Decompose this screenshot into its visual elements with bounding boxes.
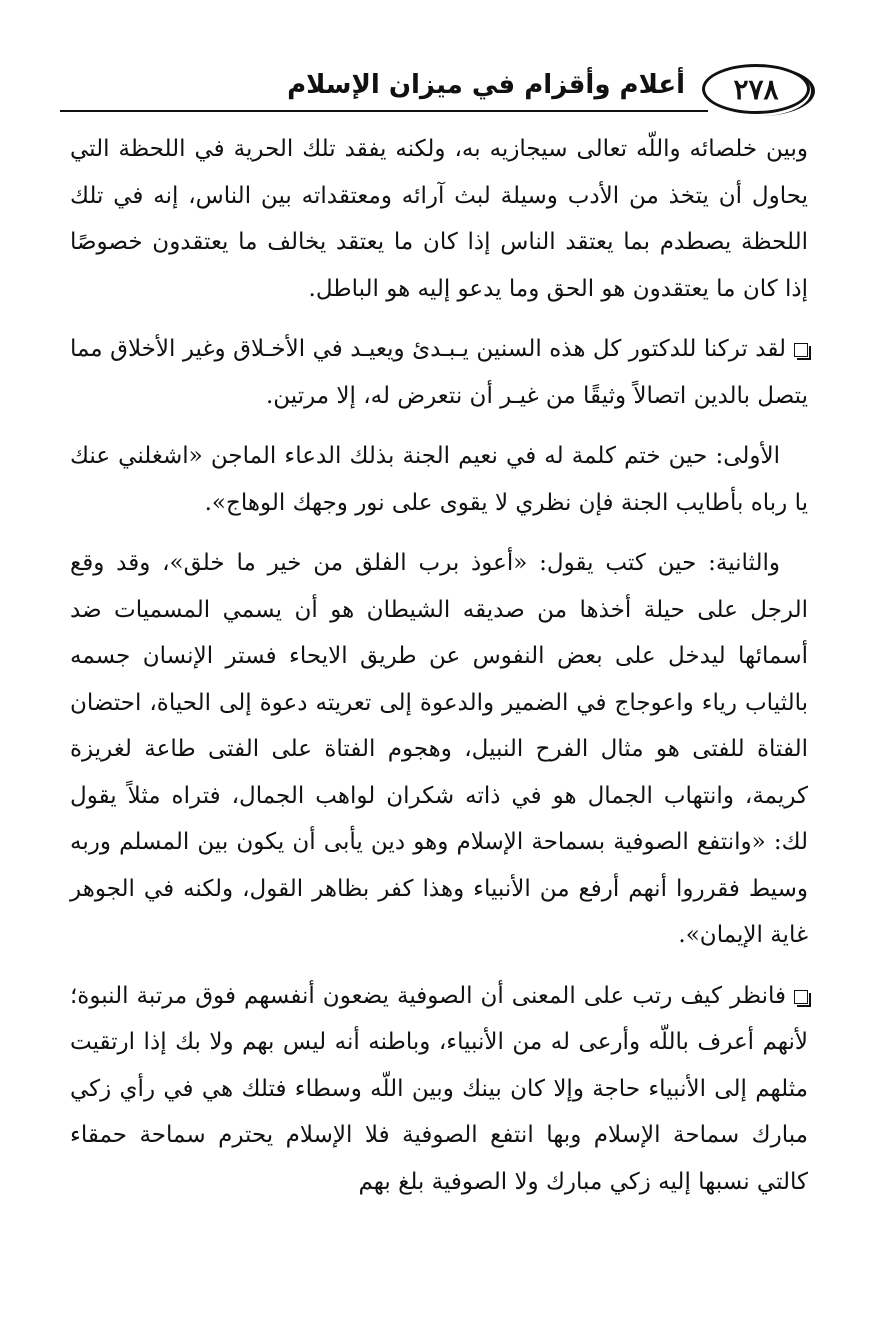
square-bullet-icon [794, 343, 808, 357]
paragraph-3 [70, 433, 808, 526]
paragraph-text: فانظر كيف رتب على المعنى أن الصوفية يضعون أنفسهم فوق مرتبة النبوة؛ لأنهم أعرف باللّه وأرعى له من الأنبياء، وباطنه أنه ليس بهم ولا بك إذا ارتقيت مثلهم إلى الأنبياء حاجة وإلا كان بينك وبين اللّه وسطاء فتلك هي في رأي زكي مبارك سماحة الإسلام وبها انتفع الصوفية فلا الإسلام يحترم سماحة حمقاء كالتي نسبها إليه زكي مبارك ولا الصوفية بلغ بهم [70, 982, 808, 1195]
running-title: أعلام وأقزام في ميزان الإسلام [287, 70, 685, 100]
page-body [70, 126, 808, 1219]
header-divider [60, 110, 708, 112]
paragraph-text: وبين خلصائه واللّه تعالى سيجازيه به، ولكنه يفقد تلك الحرية في اللحظة التي يحاول أن يتخذ من الأدب وسيلة لبث آرائه ومعتقداته بين الناس، إنه في تلك اللحظة يصطدم بما يعتقد الناس إذا كان ما يعتقد يخالف ما يعتقدون خصوصًا إذا كان ما يعتقدون هو الحق وما يدعو إليه هو الباطل. [70, 136, 808, 302]
page-number: ٢٧٨ [702, 64, 810, 114]
paragraph-1 [70, 126, 808, 312]
paragraph-text: لقد تركنا للدكتور كل هذه السنين يـبـدئ ويعيـد في الأخـلاق وغير الأخلاق مما يتصل بالدين اتصالاً وثيقًا من غيـر أن نتعرض له، إلا مرتين. [70, 336, 808, 409]
paragraph-text: والثانية: حين كتب يقول: «أعوذ برب الفلق من خير ما خلق»، وقد وقع الرجل على حيلة أخذها من صديقه الشيطان هو أن يسمي المسميات ضد أسمائها ليدخل على بعض النفوس عن طريق الايحاء فستر الإنسان جسمه بالثياب رياء واعوجاج في الضمير والدعوة إلى تعريته دعوة إلى الحياة، احتضان الفتاة للفتى هو مثال الفرح النبيل، وهجوم الفتاة على الفتى طاعة لغريزة كريمة، وانتهاب الجمال هو في ذاته شكران لواهب الجمال، فتراه مثلاً يقول لك: «وانتفع الصوفية بسماحة الإسلام وهو دين يأبى أن يكون بين المسلم وربه وسيط فقرروا أنهم أرفع من الأنبياء وهذا كفر بظاهر القول، ولكنه في الجوهر غاية الإيمان». [70, 550, 808, 948]
paragraph-text: الأولى: حين ختم كلمة له في نعيم الجنة بذلك الدعاء الماجن «اشغلني عنك يا رباه بأطايب الجنة فإن نظري لا يقوى على نور وجهك الوهاج». [70, 443, 808, 516]
paragraph-4 [70, 540, 808, 959]
paragraph-2 [70, 326, 808, 419]
square-bullet-icon [794, 990, 808, 1004]
paragraph-5 [70, 973, 808, 1206]
page-header [60, 58, 810, 118]
